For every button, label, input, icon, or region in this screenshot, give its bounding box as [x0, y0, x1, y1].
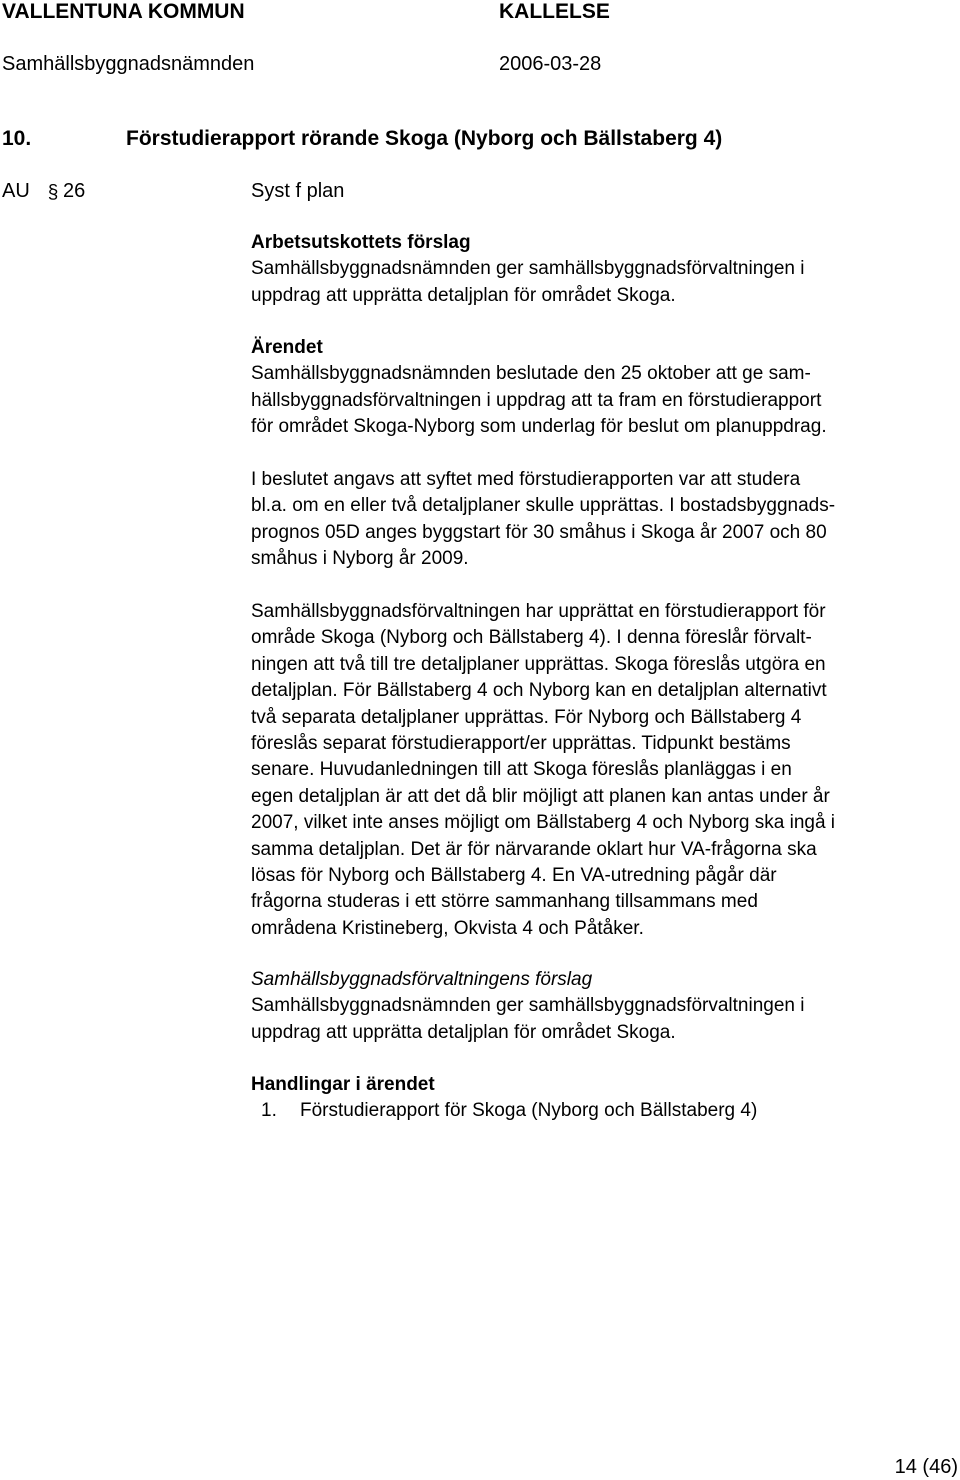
text-line: Samhällsbyggnadsnämnden beslutade den 25 oktober att ge sam- — [251, 363, 811, 385]
text-line: områdena Kristineberg, Okvista 4 och Påtåker. — [251, 917, 644, 939]
text-line: prognos 05D anges byggstart för 30 småhus i Skoga år 2007 och 80 — [251, 521, 827, 543]
text-line: två separata detaljplaner upprättas. För Nyborg och Bällstaberg 4 — [251, 706, 802, 728]
admin-proposal-line: Samhällsbyggnadsnämnden ger samhällsbyggnadsförvaltningen i — [251, 995, 805, 1017]
text-line: småhus i Nyborg år 2009. — [251, 548, 469, 570]
page-number: 14 (46) — [894, 1456, 958, 1478]
org-name: VALLENTUNA KOMMUN — [2, 0, 245, 23]
text-line: frågorna studeras i ett större sammanhang tillsammans med — [251, 891, 758, 913]
item-number: 10. — [2, 127, 32, 150]
text-line: föreslås separat förstudierapport/er upprättas. Tidpunkt bestäms — [251, 733, 791, 755]
ref-department: Syst f plan — [251, 180, 345, 202]
document-date: 2006-03-28 — [499, 53, 602, 75]
documents-heading: Handlingar i ärendet — [251, 1074, 435, 1095]
section-sign-icon — [42, 181, 64, 203]
text-line: egen detaljplan är att det då blir möjligt att planen kan antas under år — [251, 785, 830, 807]
ref-prefix: AU — [2, 180, 30, 202]
list-item-number: 1. — [261, 1100, 277, 1122]
text-line: bl.a. om en eller två detaljplaner skulle upprättas. I bostadsbyggnads- — [251, 495, 836, 517]
item-title: Förstudierapport rörande Skoga (Nyborg och Bällstaberg 4) — [126, 127, 723, 150]
text-line: område Skoga (Nyborg och Bällstaberg 4). I denna föreslår förvalt- — [251, 627, 812, 649]
admin-proposal-line: uppdrag att upprätta detaljplan för området Skoga. — [251, 1021, 676, 1043]
text-line: lösas för Nyborg och Bällstaberg 4. En VA-utredning pågår där — [251, 865, 777, 887]
matter-section — [251, 335, 956, 441]
au-proposal-line: uppdrag att upprätta detaljplan för området Skoga. — [251, 284, 676, 306]
text-line: I beslutet angavs att syftet med förstudierapporten var att studera — [251, 469, 801, 490]
list-item-text: Förstudierapport för Skoga (Nyborg och Bällstaberg 4) — [300, 1100, 758, 1122]
matter-paragraph-2 — [251, 467, 956, 573]
text-line: Samhällsbyggnadsförvaltningen har upprättat en förstudierapport för — [251, 601, 826, 622]
text-line: hällsbyggnadsförvaltningen i uppdrag att ta fram en förstudierapport — [251, 389, 822, 411]
text-line: ningen att två till tre detaljplaner upprättas. Skoga föreslås utgöra en — [251, 653, 826, 675]
list-item — [251, 1098, 956, 1124]
au-proposal-section — [251, 230, 956, 309]
au-proposal-heading: Arbetsutskottets förslag — [251, 232, 471, 253]
text-line: för området Skoga-Nyborg som underlag för beslut om planuppdrag. — [251, 416, 827, 438]
document-type: KALLELSE — [499, 0, 610, 23]
text-line: samma detaljplan. Det är för närvarande oklart hur VA-frågorna ska — [251, 838, 817, 860]
au-proposal-line: Samhällsbyggnadsnämnden ger samhällsbyggnadsförvaltningen i — [251, 258, 805, 280]
text-line: senare. Huvudanledningen till att Skoga föreslås planläggas i en — [251, 759, 792, 781]
matter-paragraph — [251, 361, 956, 440]
ref-number: 26 — [63, 180, 86, 202]
admin-proposal-section — [251, 967, 956, 1046]
matter-heading: Ärendet — [251, 337, 323, 358]
admin-proposal-heading: Samhällsbyggnadsförvaltningens förslag — [251, 969, 593, 990]
board-name: Samhällsbyggnadsnämnden — [2, 53, 255, 75]
svg-text:§: § — [47, 182, 59, 203]
matter-paragraph-3 — [251, 599, 956, 942]
documents-section — [251, 1072, 956, 1125]
text-line: detaljplan. För Bällstaberg 4 och Nyborg kan en detaljplan alternativt — [251, 680, 827, 702]
text-line: 2007, vilket inte anses möjligt om Bällstaberg 4 och Nyborg ska ingå i — [251, 812, 836, 834]
